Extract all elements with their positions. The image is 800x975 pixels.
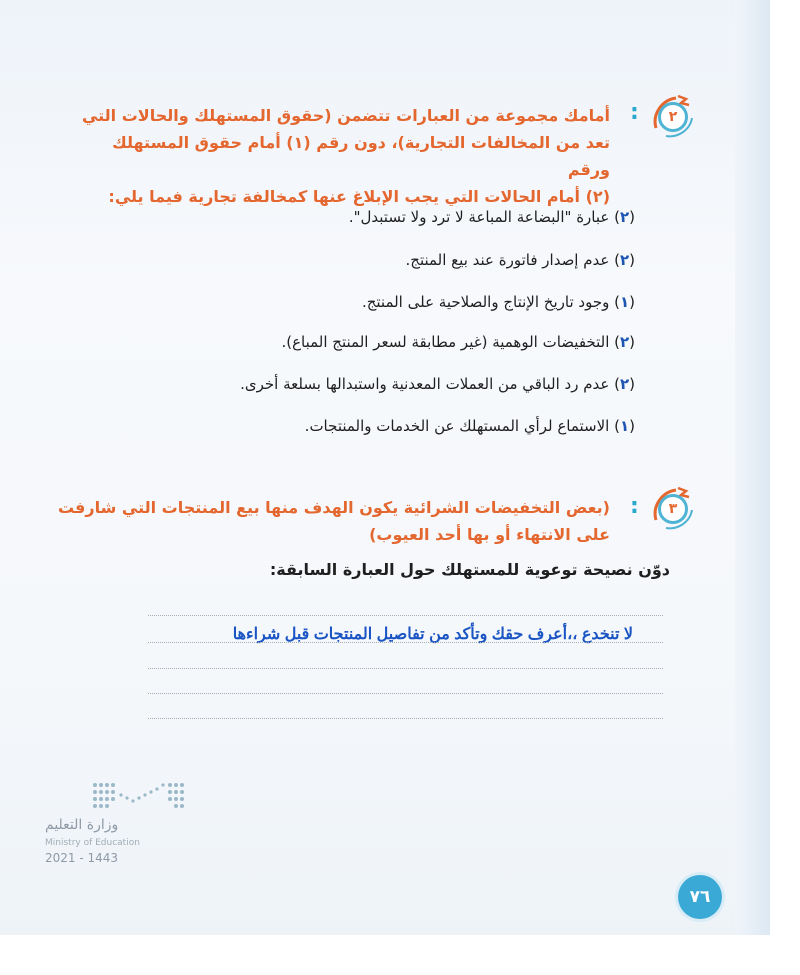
answer-number: ١ bbox=[619, 293, 630, 311]
answer-number: ٢ bbox=[619, 251, 630, 269]
answer-number: ٢ bbox=[619, 333, 630, 351]
answer-line bbox=[148, 642, 663, 643]
ministry-name-english: Ministry of Education bbox=[45, 838, 140, 848]
answer-line bbox=[148, 718, 663, 719]
item-text: عدم رد الباقي من العملات المعدنية واستبدالها بسلعة أخرى. bbox=[240, 375, 610, 393]
item-text: عبارة "البضاعة المباعة لا ترد ولا تستبدل". bbox=[348, 208, 610, 226]
list-item: (٢) التخفيضات الوهمية (غير مطابقة لسعر المنتج المباع). bbox=[281, 333, 635, 351]
answer-line bbox=[148, 615, 663, 616]
list-item: (٢) عبارة "البضاعة المباعة لا ترد ولا تستبدل". bbox=[348, 208, 635, 226]
handwritten-answer: لا تنخدع ،،أعرف حقك وتأكد من تفاصيل المنتجات قبل شراءها bbox=[232, 626, 633, 643]
question-3-badge bbox=[648, 484, 698, 534]
ministry-logo-icon bbox=[90, 780, 230, 810]
page-number: ٧٦ bbox=[678, 875, 722, 919]
list-item: (١) وجود تاريخ الإنتاج والصلاحية على المنتج. bbox=[361, 293, 635, 311]
ministry-logo bbox=[45, 775, 185, 875]
question-2-number: ٢ bbox=[658, 102, 688, 132]
answer-line bbox=[148, 668, 663, 669]
item-text: التخفيضات الوهمية (غير مطابقة لسعر المنتج المباع). bbox=[281, 333, 610, 351]
ministry-year: 2021 - 1443 bbox=[45, 851, 119, 865]
answer-number: ٢ bbox=[619, 208, 630, 226]
question-2-line: تعد من المخالفات التجارية)، دون رقم (١) أمام حقوق المستهلك ورقم bbox=[112, 133, 610, 179]
question-3-colon: : bbox=[630, 494, 639, 519]
question-3-heading bbox=[30, 494, 610, 548]
answer-number: ٢ bbox=[619, 375, 630, 393]
question-2-badge bbox=[648, 92, 698, 142]
answer-number: ١ bbox=[619, 417, 630, 435]
list-item: (٢) عدم رد الباقي من العملات المعدنية واستبدالها بسلعة أخرى. bbox=[240, 375, 635, 393]
question-2-colon: : bbox=[630, 100, 639, 125]
item-text: الاستماع لرأي المستهلك عن الخدمات والمنتجات. bbox=[304, 417, 610, 435]
question-3-line: على الانتهاء أو بها أحد العيوب) bbox=[369, 525, 610, 544]
ministry-name-arabic: وزارة التعليم bbox=[45, 817, 119, 833]
question-2-line: (٢) أمام الحالات التي يجب الإبلاغ عنها كمخالفة تجارية فيما يلي: bbox=[108, 187, 610, 206]
list-item: (١) الاستماع لرأي المستهلك عن الخدمات والمنتجات. bbox=[304, 417, 635, 435]
answer-line bbox=[148, 693, 663, 694]
item-text: عدم إصدار فاتورة عند بيع المنتج. bbox=[405, 251, 610, 269]
question-3-number: ٣ bbox=[658, 494, 688, 524]
list-item: (٢) عدم إصدار فاتورة عند بيع المنتج. bbox=[405, 251, 635, 269]
question-3-line: (بعض التخفيضات الشرائية يكون الهدف منها بيع المنتجات التي شارفت bbox=[57, 498, 610, 517]
page-edge-band bbox=[735, 0, 770, 935]
question-2-heading bbox=[70, 102, 610, 210]
question-2-line: أمامك مجموعة من العبارات تتضمن (حقوق المستهلك والحالات التي bbox=[81, 106, 610, 125]
question-3-instruction: دوّن نصيحة توعوية للمستهلك حول العبارة السابقة: bbox=[269, 560, 670, 579]
item-text: وجود تاريخ الإنتاج والصلاحية على المنتج. bbox=[361, 293, 610, 311]
